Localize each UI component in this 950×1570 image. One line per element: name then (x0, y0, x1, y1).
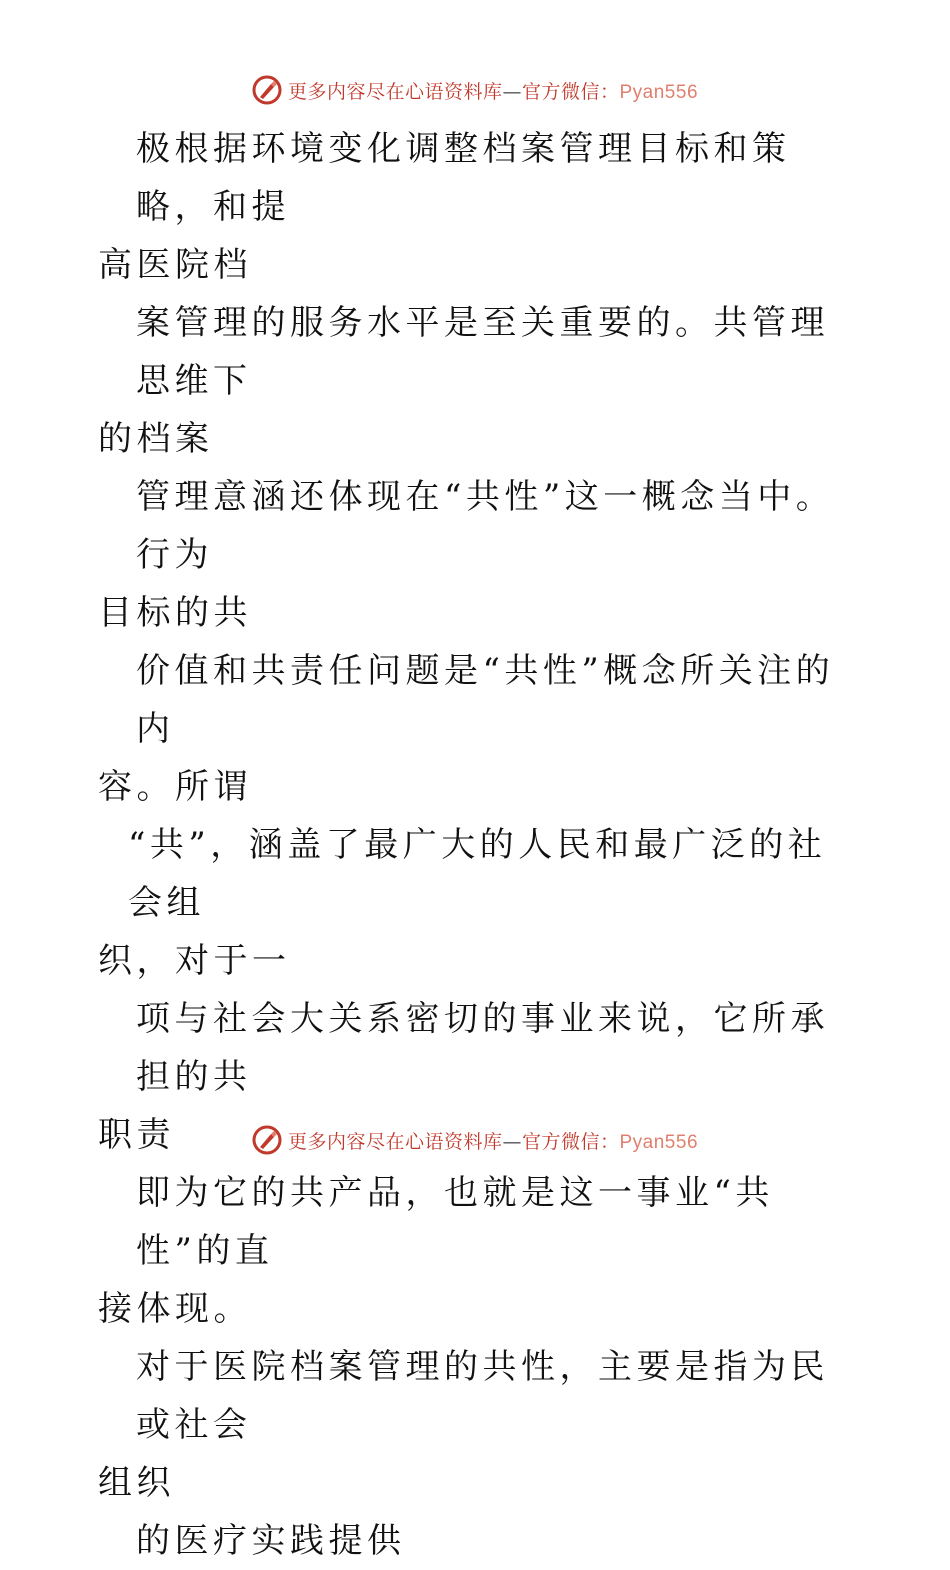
paragraph-line: “共”，涵盖了最广大的人民和最广泛的社会组 (128, 825, 827, 923)
paragraph-line: 容。所谓 (98, 767, 252, 807)
header-banner-wechat-id: Pyan556 (619, 81, 699, 103)
footer-banner (0, 1120, 950, 1160)
paragraph-line: 接体现。 (98, 1289, 252, 1329)
paragraph-line: 极根据环境变化调整档案管理目标和策略，和提 (136, 129, 791, 227)
footer-banner-title: 更多内容尽在心语资料库 (287, 1130, 503, 1153)
paragraph-9 (98, 1512, 858, 1570)
paragraph-1 (98, 120, 858, 294)
document-body (98, 120, 858, 1570)
paragraph-line: 即为它的共产品，也就是这一事业“共性”的直 (136, 1173, 774, 1271)
pen-logo-icon (252, 1125, 282, 1155)
paragraph-line: 的医疗实践提供 (136, 1521, 406, 1561)
pen-logo-icon (252, 75, 282, 105)
paragraph-line: 项与社会大关系密切的事业来说，它所承担的共 (136, 999, 829, 1097)
header-banner-contact-label: 官方微信： (521, 80, 620, 103)
footer-banner-contact-label: 官方微信： (521, 1130, 620, 1153)
header-banner-title: 更多内容尽在心语资料库 (287, 80, 503, 103)
paragraph-line: 价值和共责任问题是“共性”概念所关注的内 (136, 651, 835, 749)
footer-banner-wechat-id: Pyan556 (619, 1131, 699, 1153)
paragraph-line: 织，对于一 (98, 941, 291, 981)
paragraph-line: 对于医院档案管理的共性，主要是指为民或社会 (136, 1347, 829, 1445)
paragraph-line: 案管理的服务水平是至关重要的。共管理思维下 (136, 303, 829, 401)
paragraph-7 (98, 1164, 858, 1338)
paragraph-line: 组织 (98, 1463, 175, 1503)
paragraph-5 (98, 816, 858, 990)
paragraph-line: 的档案 (98, 419, 214, 459)
paragraph-line: 高医院档 (98, 245, 252, 285)
header-banner (0, 70, 950, 110)
paragraph-3 (98, 468, 858, 642)
paragraph-line: 目标的共 (98, 593, 252, 633)
footer-banner-separator: — (502, 1130, 522, 1153)
paragraph-2 (98, 294, 858, 468)
paragraph-line: 职责 (98, 1115, 175, 1155)
paragraph-8 (98, 1338, 858, 1512)
paragraph-4 (98, 642, 858, 816)
paragraph-line: 管理意涵还体现在“共性”这一概念当中。行为 (136, 477, 835, 575)
header-banner-separator: — (502, 80, 522, 103)
